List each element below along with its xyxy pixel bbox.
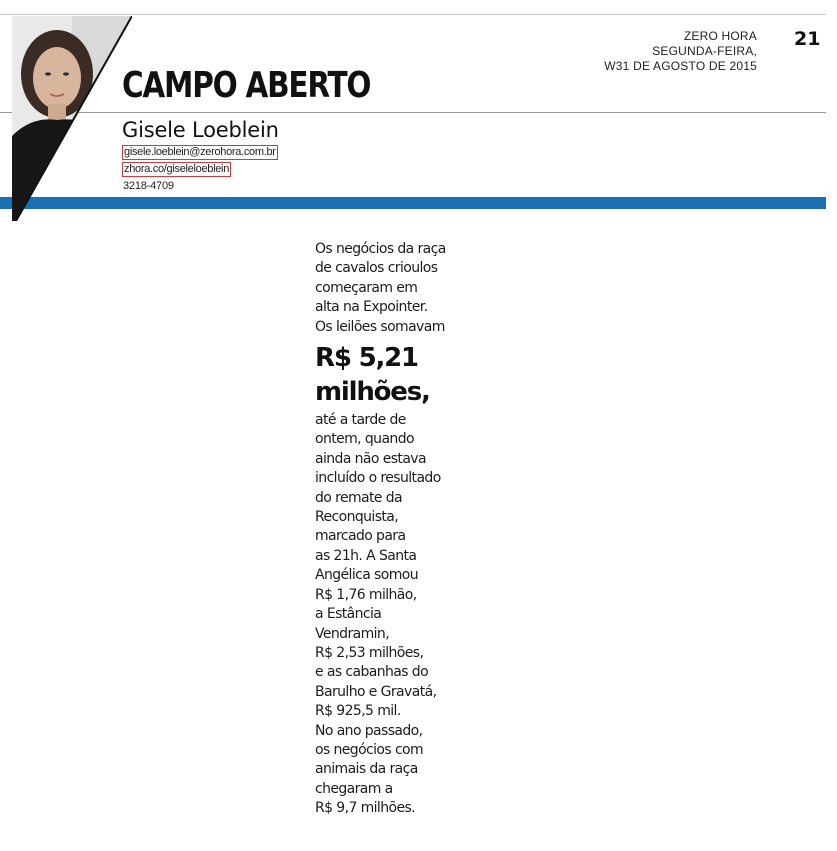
publication-name: ZERO HORA <box>683 29 757 43</box>
page-number: 21 <box>794 28 821 50</box>
section-title: CAMPO ABERTO <box>122 65 371 106</box>
publication-date: W31 DE AGOSTO DE 2015 <box>604 59 757 73</box>
article-column <box>315 240 455 819</box>
columnist-portrait <box>12 16 132 221</box>
columnist-phone: 3218-4709 <box>123 180 174 192</box>
article-highlight-figure: R$ 5,21 milhões, <box>315 343 430 408</box>
columnist-email-link[interactable]: gisele.loeblein@zerohora.com.br <box>124 146 276 158</box>
dateline <box>604 29 757 74</box>
publication-weekday: SEGUNDA-FEIRA, <box>652 44 757 58</box>
columnist-name: Gisele Loeblein <box>122 118 279 142</box>
article-body: até a tarde de ontem, quando ainda não estava incluído o resultado do remate da Reconquista, marcado para as 21h. A Santa Angélica somou R$ 1,76 milhão, a Estância Vendramin, R$ 2,53 milhões, e as cabanhas do Barulho e Gravatá, R$ 925,5 mil. No ano passado, os negócios com animais da raça chegaram a R$ 9,7 milhões. <box>315 412 441 817</box>
columnist-site-link[interactable]: zhora.co/giseleloeblein <box>124 163 230 175</box>
article-lead: Os negócios da raça de cavalos crioulos começaram em alta na Expointer. Os leilões somavam <box>315 241 446 335</box>
top-rule <box>0 14 826 15</box>
